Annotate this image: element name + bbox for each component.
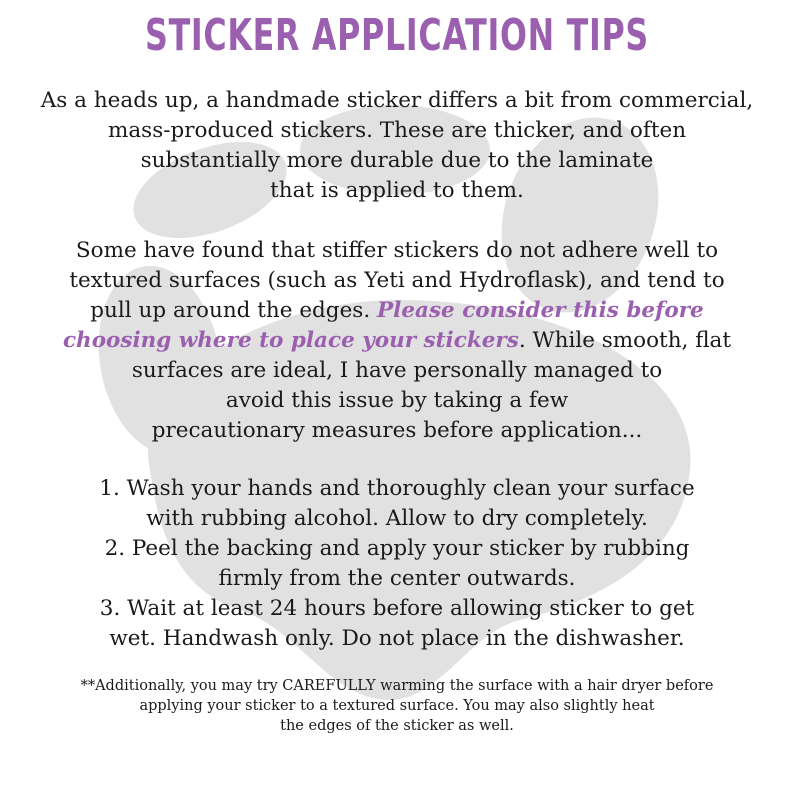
- footnote-line: applying your sticker to a textured surface. You may also slightly heat: [139, 698, 655, 714]
- adhesion-line: precautionary measures before application...: [151, 418, 643, 443]
- adhesion-text: . While smooth, flat: [518, 328, 732, 353]
- step-line: 3. Wait at least 24 hours before allowing sticker to get: [99, 596, 695, 621]
- step-line: 1. Wash your hands and thoroughly clean your surface: [99, 476, 695, 501]
- page-title: STICKER APPLICATION TIPS: [145, 10, 649, 61]
- step-line: wet. Handwash only. Do not place in the dishwasher.: [109, 626, 685, 651]
- adhesion-text: pull up around the edges.: [90, 298, 377, 323]
- intro-line: As a heads up, a handmade sticker differs a bit from commercial,: [40, 88, 754, 113]
- steps-list: [2, 474, 792, 654]
- adhesion-paragraph: [2, 236, 792, 446]
- intro-line: substantially more durable due to the laminate: [140, 148, 654, 173]
- adhesion-line: Some have found that stiffer stickers do not adhere well to: [75, 238, 719, 263]
- intro-line: that is applied to them.: [270, 178, 524, 203]
- adhesion-line: [2, 326, 792, 356]
- step-line: with rubbing alcohol. Allow to dry completely.: [146, 506, 648, 531]
- intro-line: mass-produced stickers. These are thicker, and often: [107, 118, 687, 143]
- footnote-line: **Additionally, you may try CAREFULLY warming the surface with a hair dryer before: [80, 678, 714, 694]
- adhesion-line: surfaces are ideal, I have personally managed to: [131, 358, 663, 383]
- emphasis-text: choosing where to place your stickers: [62, 328, 519, 353]
- footnote-line: the edges of the sticker as well.: [280, 718, 514, 734]
- emphasis-text: Please consider this before: [377, 298, 704, 323]
- adhesion-line: avoid this issue by taking a few: [225, 388, 569, 413]
- step-line: firmly from the center outwards.: [218, 566, 576, 591]
- step-line: 2. Peel the backing and apply your sticker by rubbing: [104, 536, 690, 561]
- adhesion-line: [2, 296, 792, 326]
- adhesion-line: textured surfaces (such as Yeti and Hydroflask), and tend to: [69, 268, 725, 293]
- intro-paragraph: [2, 86, 792, 206]
- footnote: [2, 676, 792, 736]
